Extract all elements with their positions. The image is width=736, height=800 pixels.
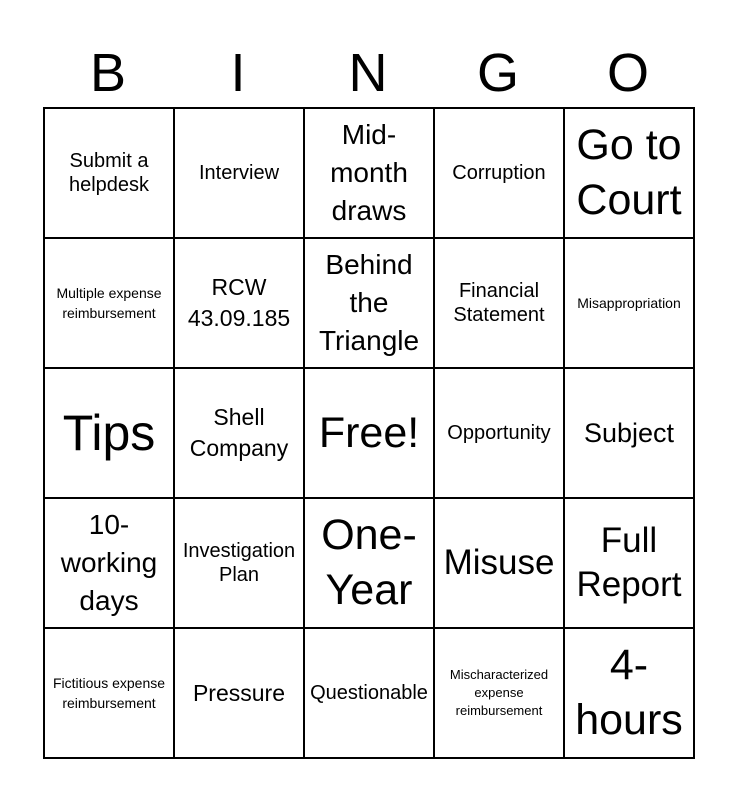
bingo-cell[interactable]: One-Year [305,499,435,629]
bingo-cell[interactable]: Tips [45,369,175,499]
bingo-cell[interactable]: Mid-month draws [305,109,435,239]
bingo-cell[interactable]: Opportunity [435,369,565,499]
bingo-cell[interactable]: Fictitious expense reimbursement [45,629,175,759]
bingo-cell[interactable]: Misappropriation [565,239,695,369]
bingo-cell[interactable]: Shell Company [175,369,305,499]
bingo-header [43,40,693,106]
bingo-cell[interactable]: Interview [175,109,305,239]
bingo-cell-free[interactable]: Free! [305,369,435,499]
bingo-cell[interactable]: Investigation Plan [175,499,305,629]
bingo-cell[interactable]: Submit a helpdesk [45,109,175,239]
bingo-board [43,107,695,759]
header-letter-g: G [476,43,519,103]
bingo-cell[interactable]: Pressure [175,629,305,759]
bingo-cell[interactable]: Questionable [305,629,435,759]
bingo-cell[interactable]: Go to Court [565,109,695,239]
bingo-cell[interactable]: Misuse [435,499,565,629]
header-letter-n: N [348,43,388,103]
bingo-cell[interactable]: Multiple expense reimbursement [45,239,175,369]
bingo-cell[interactable]: Subject [565,369,695,499]
bingo-cell[interactable]: Financial Statement [435,239,565,369]
bingo-cell[interactable]: Behind the Triangle [305,239,435,369]
header-letter-o: O [606,43,649,103]
bingo-cell[interactable]: 4-hours [565,629,695,759]
header-letter-b: B [89,43,127,103]
bingo-cell[interactable]: Full Report [565,499,695,629]
bingo-cell[interactable]: Corruption [435,109,565,239]
bingo-cell[interactable]: 10-working days [45,499,175,629]
bingo-cell[interactable]: RCW 43.09.185 [175,239,305,369]
bingo-cell[interactable]: Mischaracterized expense reimbursement [435,629,565,759]
header-letter-i: I [230,43,246,103]
